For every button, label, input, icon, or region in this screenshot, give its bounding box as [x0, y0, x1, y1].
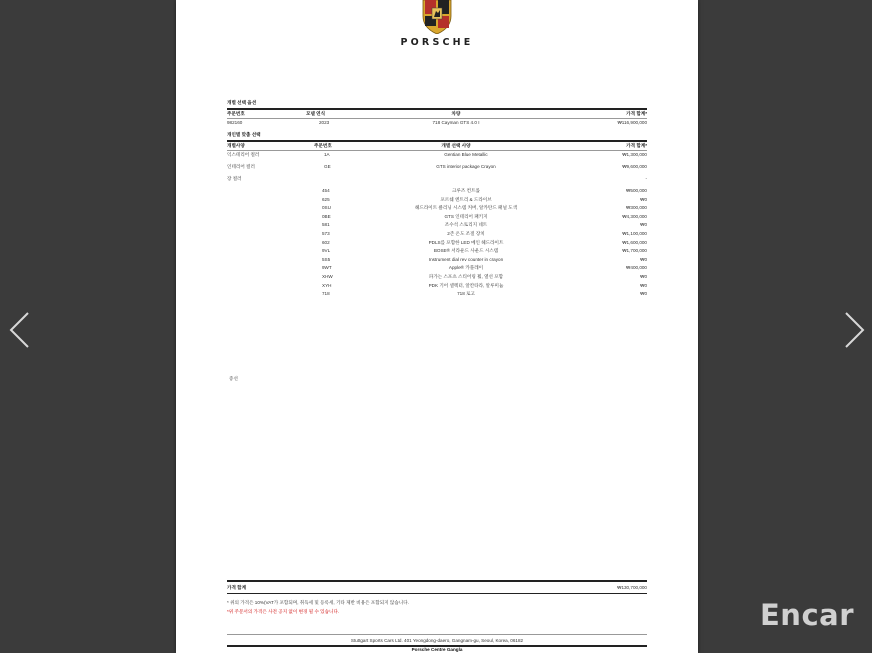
interior-color-label: 인테리어 컬러: [227, 164, 255, 169]
section2-header-code: 주문번호: [314, 143, 332, 148]
section2-title: 개인별 맞춤 선택: [227, 132, 261, 137]
order-document: [176, 0, 698, 653]
option-code: 5S5: [322, 256, 331, 262]
option-code: 573: [322, 231, 330, 236]
option-desc: GTS 인테리어 패키지: [444, 213, 488, 219]
option-price: ₩4,300,000: [622, 213, 647, 219]
option-desc: 718 로고: [457, 291, 475, 297]
previous-image-button[interactable]: [4, 308, 34, 352]
option-code: 9WT: [322, 265, 332, 271]
option-price: ₩1,600,000: [622, 239, 647, 245]
section1-header-year: 모델 연식: [306, 111, 326, 116]
divider: [227, 634, 647, 635]
model-year: 2023: [319, 120, 330, 125]
option-code: XYH: [322, 282, 332, 288]
interior-color-price: ₩9,600,000: [622, 164, 647, 169]
section2-header-price: 가격 합계*: [626, 143, 647, 148]
section1-title: 개별 선택 옵션: [227, 100, 257, 105]
vehicle-name: 718 Cayman GTS 4.0 I: [432, 120, 480, 125]
option-code: XHW: [322, 274, 333, 279]
option-desc: 파가는 스포츠 스티어링 휠, 열선 포함: [428, 274, 504, 279]
section1-rule: [227, 108, 647, 110]
option-desc: 2존 온도 조절 장치: [447, 231, 485, 236]
option-code: 454: [322, 188, 330, 193]
total-value: ₩130,700,000: [617, 585, 647, 590]
option-code: 718: [322, 291, 330, 297]
option-price: ₩0: [640, 291, 647, 297]
options-label: 장 컬러: [227, 176, 242, 181]
interior-color-desc: GTS interior package Crayon: [436, 164, 496, 169]
interior-color-code: GE: [324, 164, 331, 169]
section1-header-price: 가격 합계*: [626, 111, 647, 116]
footnote-price-change: *위 주문서의 가격은 사전 공지 없이 변경 될 수 있습니다.: [227, 609, 340, 614]
footer-dealer: Porsche Centre Gangla: [411, 647, 463, 652]
option-code: 0SU: [322, 205, 331, 211]
option-desc: 포르쉐 엔트리 & 드라이브: [440, 196, 492, 202]
option-price: ₩400,000: [626, 265, 647, 271]
notes-label: 증선: [229, 376, 238, 381]
option-price: ₩300,000: [626, 205, 647, 211]
chevron-right-icon: [842, 310, 868, 350]
exterior-color-desc: Gentian Blue Metallic: [444, 152, 488, 157]
option-code: 625: [322, 196, 330, 202]
option-price: ₩1,700,000: [622, 248, 647, 254]
option-price: ₩0: [640, 274, 647, 279]
section2-header-spec: 개별사양: [227, 143, 245, 148]
option-desc: 조수석 스토리지 네트: [444, 222, 488, 228]
section1-header-order: 주문번호: [227, 111, 245, 116]
divider: [227, 593, 647, 594]
option-code: 602: [322, 239, 330, 245]
option-code: 0BE: [322, 213, 331, 219]
chevron-left-icon: [6, 310, 32, 350]
option-code: 9VL: [322, 248, 331, 254]
total-rule: [227, 580, 647, 582]
options-dash: -: [645, 176, 647, 181]
base-price: ₩116,900,000: [617, 120, 647, 125]
total-label: 가격 합계: [227, 585, 247, 590]
option-desc: Apple® 카플레이: [448, 265, 484, 271]
porsche-crest-icon: [421, 0, 453, 34]
divider: [227, 118, 647, 119]
next-image-button[interactable]: [840, 308, 870, 352]
option-price: ₩0: [640, 256, 647, 262]
section2-rule: [227, 140, 647, 142]
encar-watermark: Encar: [760, 598, 855, 632]
option-price: ₩0: [640, 282, 647, 288]
option-price: ₩500,000: [626, 188, 647, 193]
option-price: ₩1,100,000: [622, 231, 647, 236]
option-desc: BOSE® 서라운드 사운드 시스템: [433, 248, 499, 254]
footer-address: Stuttgart Sports Cars Ltd. 401 Yeongdong-daero, Gangnam-gu, Seoul, Korea, 06182: [350, 638, 524, 643]
exterior-color-code: 1A: [324, 152, 330, 157]
exterior-color-price: ₩1,300,000: [622, 152, 647, 157]
exterior-color-label: 익스테리어 컬러: [227, 152, 260, 157]
option-desc: 크루즈 컨트롤: [452, 188, 480, 193]
option-price: ₩0: [640, 222, 647, 228]
option-desc: PDLS를 포함한 LED 메인 헤드라이트: [428, 239, 504, 245]
section1-header-vehicle: 차량: [451, 111, 461, 116]
option-desc: PDK 기어 셀렉터, 알칸타라, 알루미늄: [428, 282, 504, 288]
option-desc: 헤드라이트 클리닝 시스템 커버, 알카탄드 패널 도색: [414, 205, 518, 211]
footnote-vat: * 위의 가격은 10%(VAT가 포함되며, 취득세 및 등록세, 기타 제반 비용은 포함되지 않습니다.: [227, 600, 409, 605]
divider: [227, 150, 647, 151]
option-price: ₩0: [640, 196, 647, 202]
section2-header-desc: 개별 선택 사양: [441, 143, 471, 148]
option-code: 581: [322, 222, 330, 228]
porsche-wordmark: PORSCHE: [400, 37, 474, 48]
option-desc: Instrument dial rev counter in crayon: [428, 256, 504, 262]
order-number: 982160: [227, 120, 243, 125]
